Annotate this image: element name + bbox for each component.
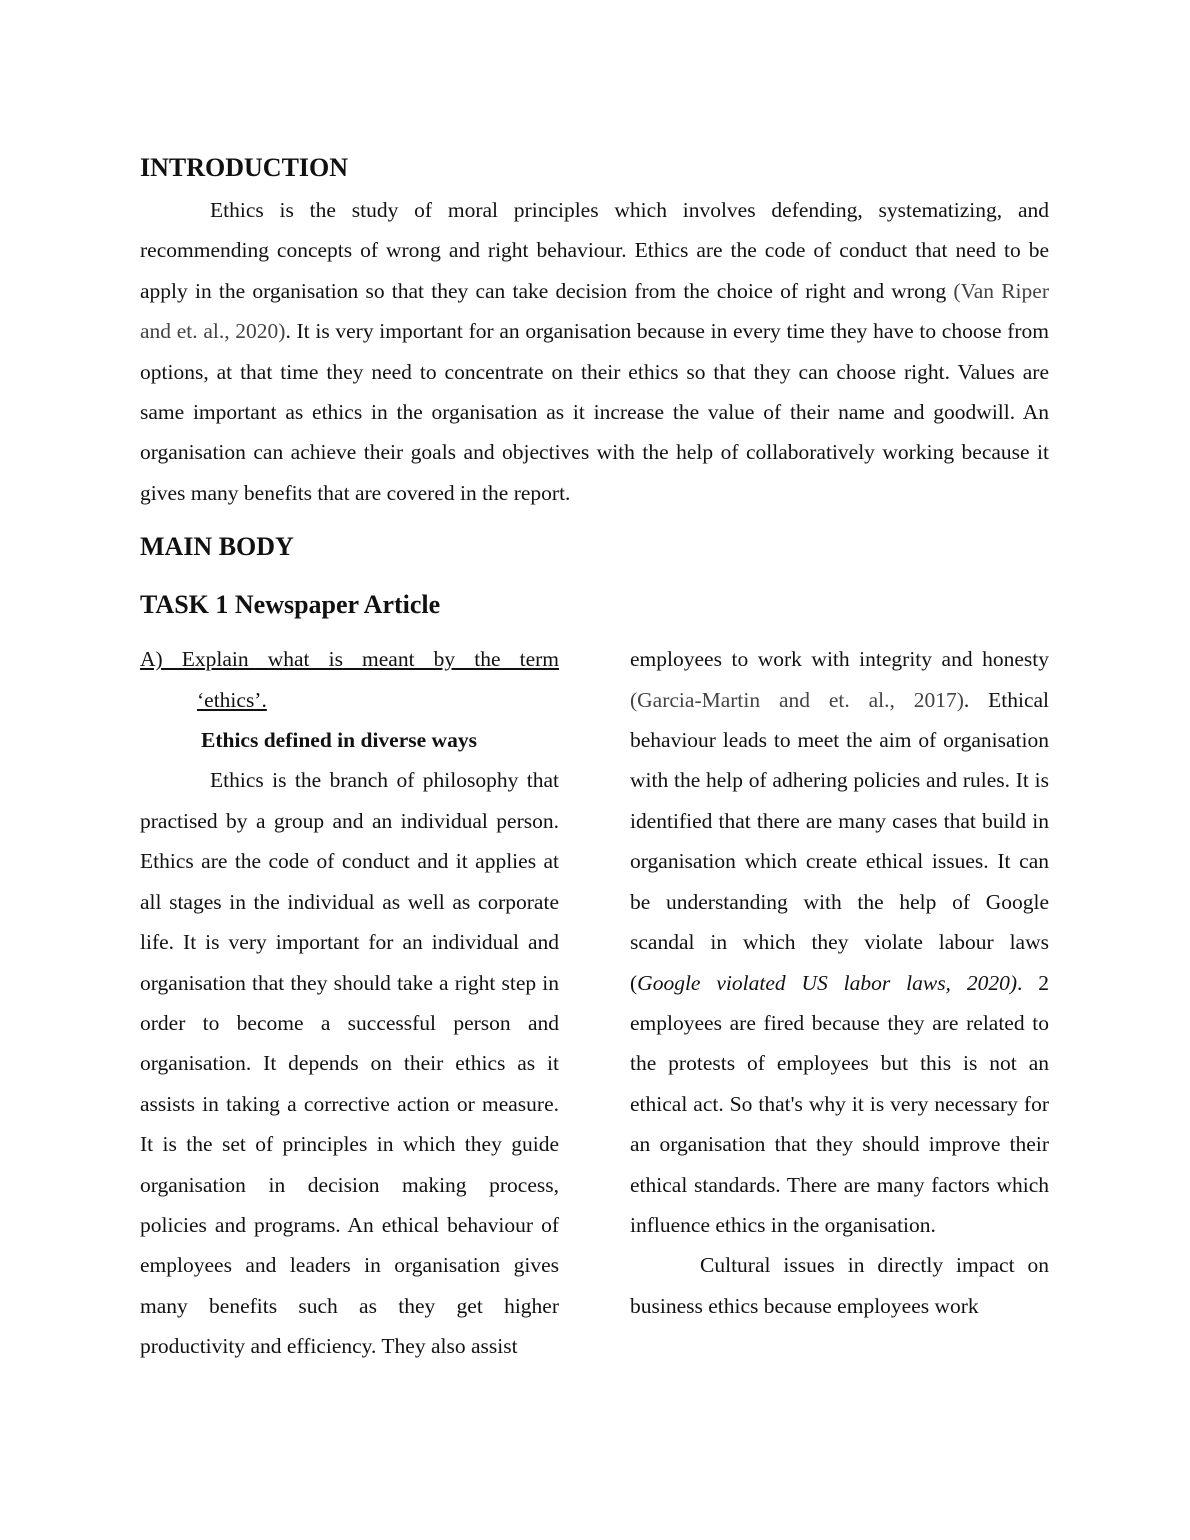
- right-paragraph-1: [630, 639, 1049, 1245]
- right-italic-citation: Google violated US labor laws, 2020): [637, 970, 1017, 995]
- introduction-heading: INTRODUCTION: [140, 153, 349, 182]
- question-line-1: A) Explain what is meant by the term: [140, 647, 559, 672]
- left-column: [140, 639, 559, 1366]
- intro-text-2: . It is very important for an organisation because in every time they have to choose from options, at that time they need to concentrate on their ethics so that they can choose right. Values are same important as ethics in the organisation as it increase the value of their name and goodwill. An organisation can achieve their goals and objectives with the help of collaboratively working because it gives many benefits that are covered in the report.: [140, 319, 1049, 505]
- right-citation: (Garcia-Martin and et. al., 2017): [630, 687, 964, 712]
- intro-text-1: Ethics is the study of moral principles which involves defending, systematizing, and recommending concepts of wrong and right behaviour. Ethics are the code of conduct that need to be apply in the organisation so that they can take decision from the choice of right and wrong: [140, 198, 1049, 303]
- task1-heading: TASK 1 Newspaper Article: [140, 590, 441, 620]
- right-text-a: employees to work with integrity and honesty: [630, 647, 1049, 672]
- ethics-subheading: Ethics defined in diverse ways: [201, 728, 477, 753]
- two-column-section: [140, 639, 1049, 1366]
- question-line-2: ‘ethics’.: [197, 687, 267, 712]
- document-page: [140, 148, 1049, 1367]
- right-text-c: . 2 employees are fired because they are related to the protests of employees but this is not an ethical act. So that's why it is very necessary for an organisation that they should improve their ethical standards. There are many factors which influence ethics in the organisation.: [630, 970, 1049, 1237]
- right-paragraph-2: Cultural issues in directly impact on business ethics because employees work: [630, 1253, 1049, 1318]
- right-text-b: . Ethical behaviour leads to meet the aim of organisation with the help of adhering policies and rules. It is identified that there are many cases that build in organisation which create ethical issues. It can be understanding with the help of Google scandal in which they violate labour laws (: [630, 687, 1050, 995]
- introduction-paragraph: [140, 190, 1049, 513]
- right-column: [630, 639, 1049, 1366]
- left-paragraph: Ethics is the branch of philosophy that practised by a group and an individual person. Ethics are the code of conduct and it applies at all stages in the individual as well as corporate life. It is very important for an individual and organisation that they should take a right step in order to become a successful person and organisation. It depends on their ethics as it assists in taking a corrective action or measure. It is the set of principles in which they guide organisation in decision making process, policies and programs. An ethical behaviour of employees and leaders in organisation gives many benefits such as they get higher productivity and efficiency. They also assist: [140, 768, 559, 1359]
- intro-citation: (Van Riper and et. al., 2020): [140, 278, 1049, 344]
- main-body-heading: MAIN BODY: [140, 532, 294, 562]
